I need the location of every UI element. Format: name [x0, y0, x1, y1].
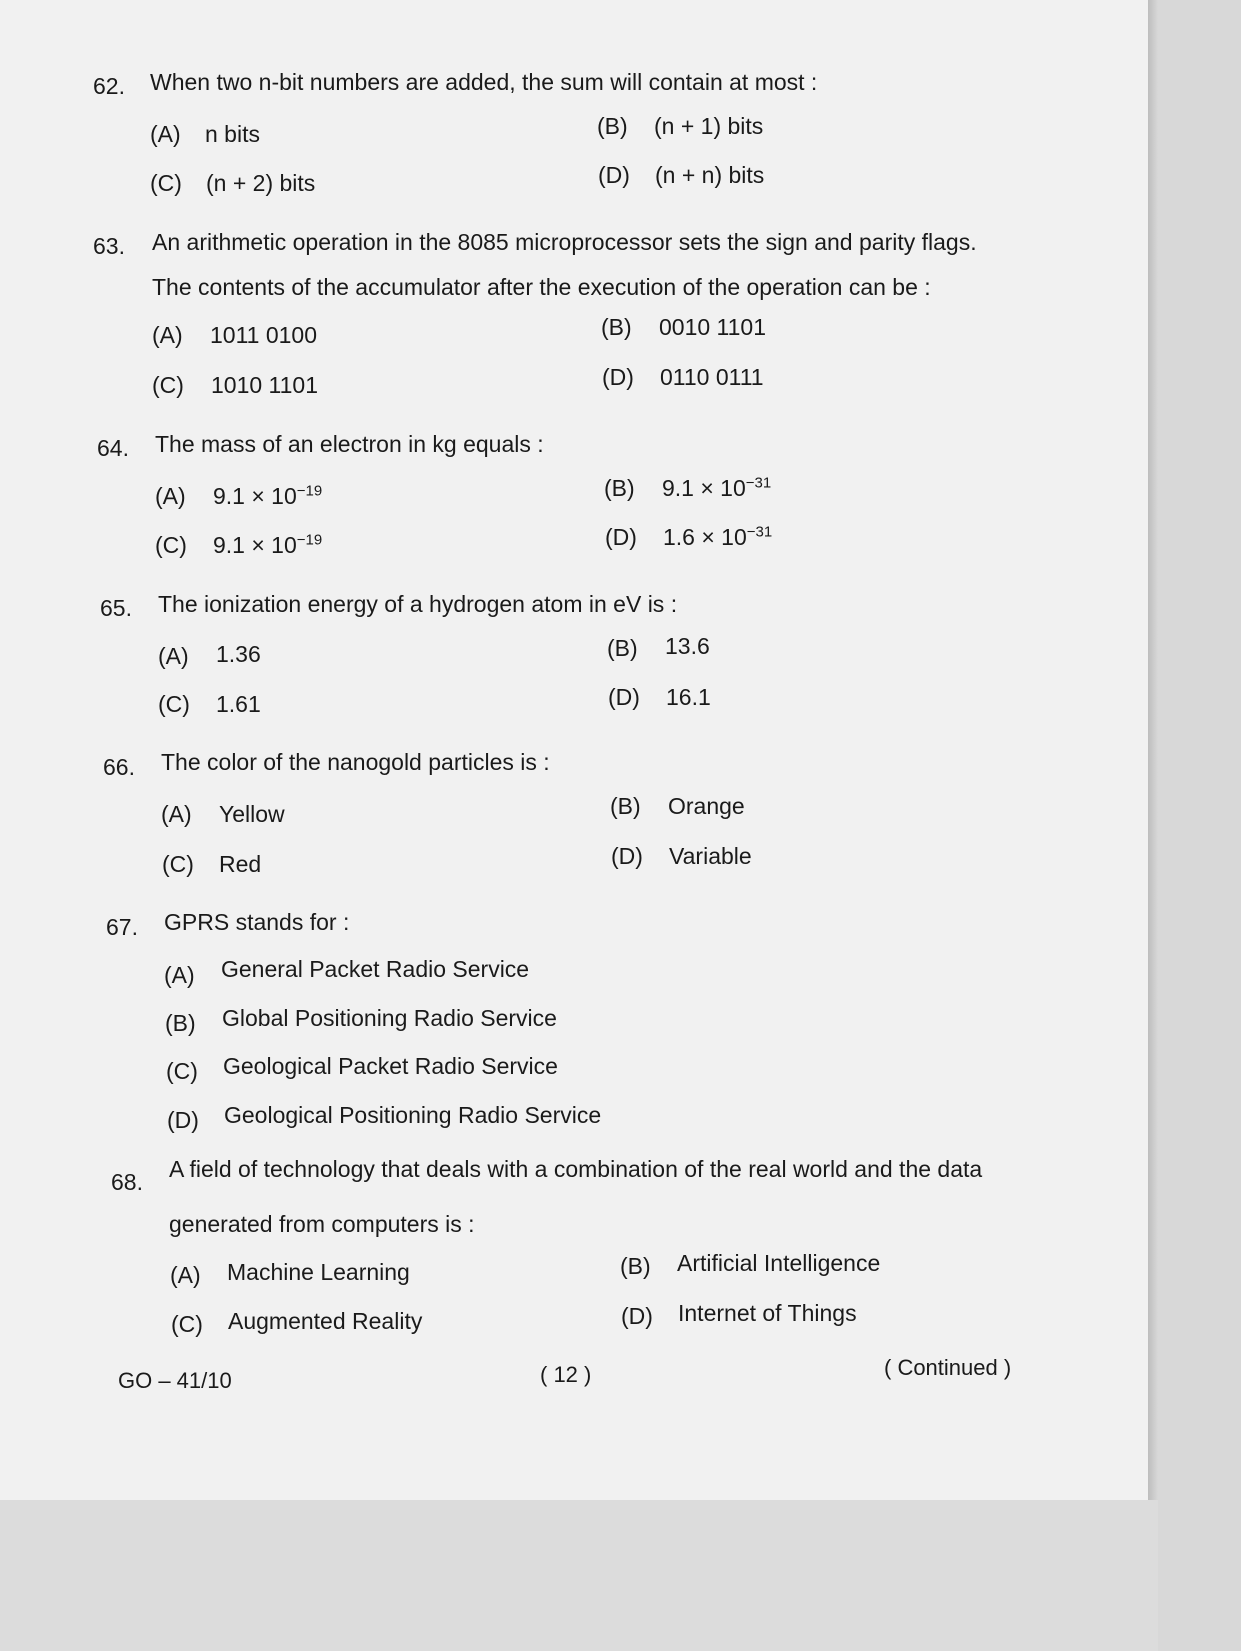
option-label: (D)	[608, 684, 640, 710]
option-text: 16.1	[666, 684, 711, 710]
continued-note: ( Continued )	[884, 1355, 1012, 1380]
option-label: (C)	[158, 691, 190, 717]
question-number: 64.	[97, 435, 129, 461]
option-text: Red	[219, 851, 262, 877]
option-label: (C)	[171, 1311, 203, 1337]
option-label: (B)	[607, 635, 638, 661]
option-label: (A)	[161, 801, 192, 827]
option-label: (B)	[165, 1010, 196, 1036]
option-text: 0110 0111	[660, 364, 764, 390]
option-text: 1.61	[216, 691, 261, 717]
option-label: (A)	[158, 643, 189, 669]
mantissa: 1.6 × 10	[663, 524, 747, 550]
option-label: (C)	[152, 372, 184, 398]
question-text: The color of the nanogold particles is :	[161, 749, 550, 775]
option-text: Orange	[668, 793, 745, 819]
option-label: (B)	[597, 113, 628, 139]
option-text: General Packet Radio Service	[221, 956, 530, 982]
exponent: −19	[296, 531, 323, 549]
option-label: (C)	[166, 1058, 198, 1084]
question-text: GPRS stands for :	[164, 909, 350, 935]
option-label: (A)	[152, 322, 183, 348]
option-text: Geological Packet Radio Service	[223, 1053, 558, 1079]
question-number: 62.	[93, 73, 125, 99]
option-label: (A)	[164, 962, 195, 988]
question-text: An arithmetic operation in the 8085 microprocessor sets the sign and parity flags.	[152, 229, 977, 255]
exponent: −31	[745, 474, 772, 492]
question-number: 65.	[100, 595, 132, 621]
option-value	[213, 482, 322, 510]
option-text: Augmented Reality	[228, 1308, 423, 1334]
option-text: Geological Positioning Radio Service	[224, 1102, 602, 1128]
question-number: 67.	[106, 914, 138, 940]
option-label: (B)	[604, 475, 635, 501]
option-text: Internet of Things	[678, 1300, 857, 1326]
exponent: −31	[746, 523, 773, 541]
question-text: The ionization energy of a hydrogen atom in eV is :	[158, 591, 678, 617]
option-text: 1010 1101	[211, 372, 319, 398]
question-number: 63.	[93, 233, 125, 259]
option-label: (A)	[155, 483, 186, 509]
option-text: Artificial Intelligence	[677, 1250, 881, 1276]
option-value	[213, 531, 322, 559]
option-text: 1.36	[216, 641, 261, 667]
exponent: −19	[296, 482, 323, 500]
mantissa: 9.1 × 10	[213, 532, 297, 558]
option-label: (A)	[170, 1262, 201, 1288]
option-label: (D)	[167, 1107, 199, 1133]
page-edge-shadow	[1148, 0, 1158, 1500]
option-text: (n + n) bits	[655, 162, 765, 188]
option-text: Global Positioning Radio Service	[222, 1005, 557, 1031]
option-text: 13.6	[665, 633, 710, 659]
mantissa: 9.1 × 10	[213, 483, 297, 509]
question-number: 66.	[103, 754, 135, 780]
option-label: (D)	[598, 162, 630, 188]
option-text: Variable	[669, 843, 752, 869]
option-label: (D)	[621, 1303, 653, 1329]
option-text: 0010 1101	[659, 314, 767, 340]
option-label: (B)	[620, 1253, 651, 1279]
option-label: (D)	[602, 364, 634, 390]
option-text: (n + 2) bits	[206, 170, 316, 196]
option-text: Yellow	[219, 801, 285, 827]
option-text: n bits	[205, 121, 260, 147]
page-number: ( 12 )	[540, 1362, 592, 1387]
question-number: 68.	[111, 1169, 143, 1195]
question-text: When two n-bit numbers are added, the sum will contain at most :	[150, 69, 818, 95]
paper-code: GO – 41/10	[118, 1368, 232, 1393]
option-value	[663, 523, 772, 551]
option-label: (B)	[601, 314, 632, 340]
question-text: A field of technology that deals with a combination of the real world and the data	[169, 1156, 983, 1182]
scan-background	[0, 1500, 1158, 1651]
option-text: (n + 1) bits	[654, 113, 764, 139]
option-text: Machine Learning	[227, 1259, 410, 1285]
option-label: (B)	[610, 793, 641, 819]
option-label: (D)	[605, 524, 637, 550]
option-label: (C)	[150, 170, 182, 196]
option-label: (C)	[155, 532, 187, 558]
option-label: (C)	[162, 851, 194, 877]
question-text: generated from computers is :	[169, 1211, 475, 1237]
option-text: 1011 0100	[210, 322, 318, 348]
option-label: (D)	[611, 843, 643, 869]
mantissa: 9.1 × 10	[662, 475, 746, 501]
question-text: The contents of the accumulator after the execution of the operation can be :	[152, 274, 931, 300]
question-text: The mass of an electron in kg equals :	[155, 431, 544, 457]
option-label: (A)	[150, 121, 181, 147]
option-value	[662, 474, 771, 502]
